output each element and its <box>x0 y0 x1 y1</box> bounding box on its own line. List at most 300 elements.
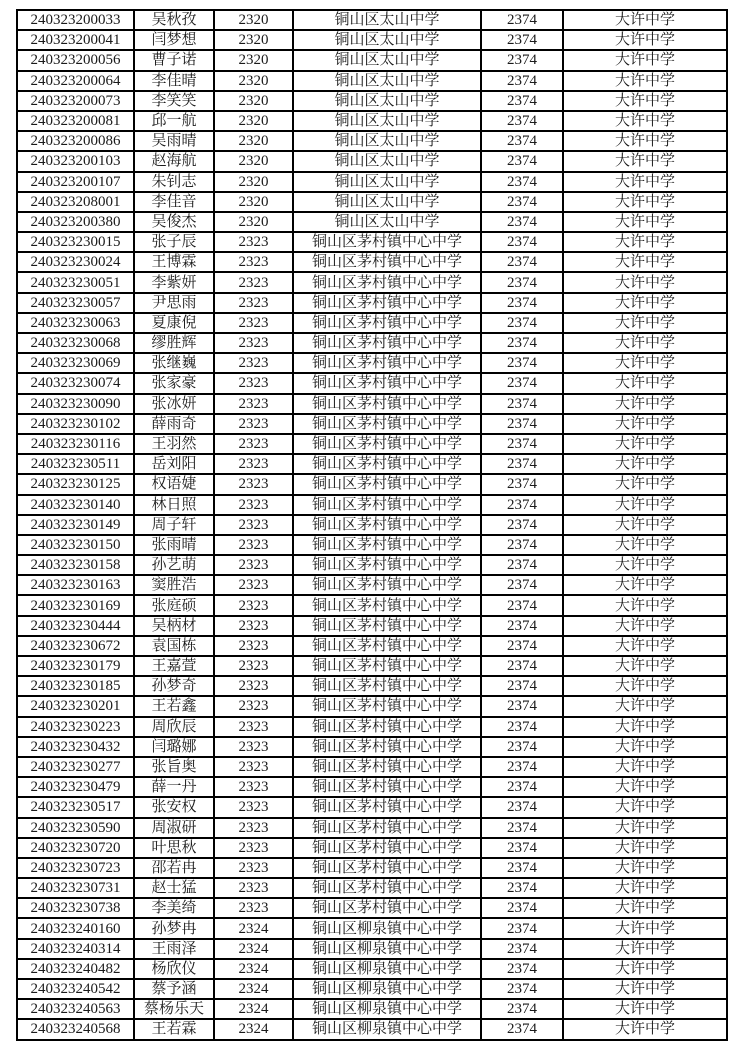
admission-school-cell: 大许中学 <box>563 71 727 91</box>
admission-code-cell: 2374 <box>481 939 563 959</box>
student-name-cell: 张家豪 <box>134 373 214 393</box>
school-name-cell: 铜山区茅村镇中心中学 <box>293 293 481 313</box>
admission-code-cell: 2374 <box>481 878 563 898</box>
exam-number-cell: 240323200056 <box>17 50 134 70</box>
table-row <box>17 535 727 555</box>
admission-school-cell: 大许中学 <box>563 959 727 979</box>
admission-code-cell: 2374 <box>481 1019 563 1039</box>
school-name-cell: 铜山区茅村镇中心中学 <box>293 797 481 817</box>
table-row <box>17 878 727 898</box>
school-name-cell: 铜山区柳泉镇中心中学 <box>293 999 481 1019</box>
admission-school-cell: 大许中学 <box>563 293 727 313</box>
school-code-cell: 2320 <box>214 212 293 232</box>
school-name-cell: 铜山区太山中学 <box>293 10 481 30</box>
school-code-cell: 2323 <box>214 313 293 333</box>
school-name-cell: 铜山区茅村镇中心中学 <box>293 717 481 737</box>
exam-number-cell: 240323208001 <box>17 192 134 212</box>
table-row <box>17 30 727 50</box>
student-name-cell: 权语婕 <box>134 474 214 494</box>
admission-code-cell: 2374 <box>481 918 563 938</box>
table-row <box>17 313 727 333</box>
exam-number-cell: 240323230223 <box>17 717 134 737</box>
school-name-cell: 铜山区茅村镇中心中学 <box>293 878 481 898</box>
exam-number-cell: 240323230069 <box>17 353 134 373</box>
exam-number-cell: 240323230672 <box>17 636 134 656</box>
student-name-cell: 赵海航 <box>134 151 214 171</box>
admission-code-cell: 2374 <box>481 838 563 858</box>
admission-code-cell: 2374 <box>481 676 563 696</box>
admission-code-cell: 2374 <box>481 232 563 252</box>
school-code-cell: 2320 <box>214 131 293 151</box>
exam-number-cell: 240323230125 <box>17 474 134 494</box>
student-name-cell: 闫梦想 <box>134 30 214 50</box>
student-name-cell: 曹子诺 <box>134 50 214 70</box>
school-code-cell: 2323 <box>214 515 293 535</box>
table-row <box>17 636 727 656</box>
school-code-cell: 2323 <box>214 535 293 555</box>
school-code-cell: 2323 <box>214 575 293 595</box>
admission-school-cell: 大许中学 <box>563 373 727 393</box>
admission-code-cell: 2374 <box>481 777 563 797</box>
exam-number-cell: 240323240542 <box>17 979 134 999</box>
admission-school-cell: 大许中学 <box>563 131 727 151</box>
student-roster-body <box>17 10 727 1040</box>
table-row <box>17 1019 727 1039</box>
student-name-cell: 蔡予涵 <box>134 979 214 999</box>
admission-code-cell: 2374 <box>481 959 563 979</box>
admission-code-cell: 2374 <box>481 515 563 535</box>
admission-code-cell: 2374 <box>481 30 563 50</box>
school-name-cell: 铜山区太山中学 <box>293 71 481 91</box>
student-name-cell: 张安权 <box>134 797 214 817</box>
admission-school-cell: 大许中学 <box>563 797 727 817</box>
admission-code-cell: 2374 <box>481 818 563 838</box>
exam-number-cell: 240323230140 <box>17 495 134 515</box>
admission-school-cell: 大许中学 <box>563 313 727 333</box>
student-name-cell: 李紫妍 <box>134 272 214 292</box>
school-name-cell: 铜山区茅村镇中心中学 <box>293 595 481 615</box>
table-row <box>17 898 727 918</box>
school-code-cell: 2324 <box>214 999 293 1019</box>
student-name-cell: 孙梦奇 <box>134 676 214 696</box>
student-name-cell: 张雨晴 <box>134 535 214 555</box>
school-name-cell: 铜山区茅村镇中心中学 <box>293 495 481 515</box>
table-row <box>17 797 727 817</box>
student-name-cell: 李笑笑 <box>134 91 214 111</box>
admission-school-cell: 大许中学 <box>563 878 727 898</box>
admission-school-cell: 大许中学 <box>563 656 727 676</box>
exam-number-cell: 240323200086 <box>17 131 134 151</box>
admission-code-cell: 2374 <box>481 394 563 414</box>
school-code-cell: 2323 <box>214 252 293 272</box>
admission-school-cell: 大许中学 <box>563 858 727 878</box>
school-name-cell: 铜山区茅村镇中心中学 <box>293 515 481 535</box>
school-code-cell: 2324 <box>214 959 293 979</box>
exam-number-cell: 240323200380 <box>17 212 134 232</box>
school-code-cell: 2323 <box>214 595 293 615</box>
school-code-cell: 2323 <box>214 333 293 353</box>
student-name-cell: 王若鑫 <box>134 696 214 716</box>
table-row <box>17 838 727 858</box>
student-name-cell: 吴秋孜 <box>134 10 214 30</box>
school-code-cell: 2323 <box>214 454 293 474</box>
table-row <box>17 434 727 454</box>
admission-code-cell: 2374 <box>481 192 563 212</box>
school-name-cell: 铜山区太山中学 <box>293 172 481 192</box>
admission-code-cell: 2374 <box>481 757 563 777</box>
school-code-cell: 2323 <box>214 858 293 878</box>
admission-school-cell: 大许中学 <box>563 595 727 615</box>
admission-code-cell: 2374 <box>481 495 563 515</box>
school-name-cell: 铜山区茅村镇中心中学 <box>293 333 481 353</box>
table-row <box>17 151 727 171</box>
table-row <box>17 757 727 777</box>
school-code-cell: 2323 <box>214 414 293 434</box>
school-code-cell: 2323 <box>214 394 293 414</box>
school-code-cell: 2323 <box>214 373 293 393</box>
table-row <box>17 232 727 252</box>
school-name-cell: 铜山区茅村镇中心中学 <box>293 394 481 414</box>
school-name-cell: 铜山区茅村镇中心中学 <box>293 636 481 656</box>
exam-number-cell: 240323230057 <box>17 293 134 313</box>
school-name-cell: 铜山区太山中学 <box>293 111 481 131</box>
school-code-cell: 2323 <box>214 797 293 817</box>
admission-school-cell: 大许中学 <box>563 172 727 192</box>
admission-code-cell: 2374 <box>481 172 563 192</box>
admission-school-cell: 大许中学 <box>563 717 727 737</box>
student-name-cell: 张继巍 <box>134 353 214 373</box>
admission-school-cell: 大许中学 <box>563 394 727 414</box>
school-code-cell: 2323 <box>214 272 293 292</box>
admission-school-cell: 大许中学 <box>563 737 727 757</box>
table-row <box>17 131 727 151</box>
admission-code-cell: 2374 <box>481 454 563 474</box>
school-code-cell: 2324 <box>214 1019 293 1039</box>
table-row <box>17 373 727 393</box>
admission-school-cell: 大许中学 <box>563 111 727 131</box>
table-row <box>17 91 727 111</box>
admission-code-cell: 2374 <box>481 212 563 232</box>
student-name-cell: 杨欣仪 <box>134 959 214 979</box>
school-code-cell: 2320 <box>214 91 293 111</box>
admission-code-cell: 2374 <box>481 979 563 999</box>
school-code-cell: 2323 <box>214 757 293 777</box>
student-name-cell: 王嘉萱 <box>134 656 214 676</box>
admission-code-cell: 2374 <box>481 595 563 615</box>
school-name-cell: 铜山区茅村镇中心中学 <box>293 272 481 292</box>
student-name-cell: 张冰妍 <box>134 394 214 414</box>
table-row <box>17 50 727 70</box>
exam-number-cell: 240323230024 <box>17 252 134 272</box>
table-row <box>17 717 727 737</box>
admission-school-cell: 大许中学 <box>563 232 727 252</box>
exam-number-cell: 240323230277 <box>17 757 134 777</box>
school-name-cell: 铜山区茅村镇中心中学 <box>293 373 481 393</box>
school-name-cell: 铜山区太山中学 <box>293 30 481 50</box>
table-row <box>17 495 727 515</box>
school-name-cell: 铜山区茅村镇中心中学 <box>293 313 481 333</box>
exam-number-cell: 240323230169 <box>17 595 134 615</box>
school-name-cell: 铜山区茅村镇中心中学 <box>293 777 481 797</box>
table-row <box>17 474 727 494</box>
admission-code-cell: 2374 <box>481 717 563 737</box>
school-name-cell: 铜山区茅村镇中心中学 <box>293 656 481 676</box>
exam-number-cell: 240323230731 <box>17 878 134 898</box>
table-row <box>17 71 727 91</box>
student-name-cell: 夏康倪 <box>134 313 214 333</box>
student-name-cell: 朱钊志 <box>134 172 214 192</box>
school-code-cell: 2320 <box>214 10 293 30</box>
school-name-cell: 铜山区茅村镇中心中学 <box>293 252 481 272</box>
admission-school-cell: 大许中学 <box>563 818 727 838</box>
table-row <box>17 979 727 999</box>
admission-code-cell: 2374 <box>481 293 563 313</box>
table-row <box>17 333 727 353</box>
admission-code-cell: 2374 <box>481 858 563 878</box>
student-name-cell: 孙梦冉 <box>134 918 214 938</box>
admission-school-cell: 大许中学 <box>563 555 727 575</box>
admission-school-cell: 大许中学 <box>563 454 727 474</box>
exam-number-cell: 240323230720 <box>17 838 134 858</box>
school-code-cell: 2323 <box>214 838 293 858</box>
exam-number-cell: 240323200064 <box>17 71 134 91</box>
school-code-cell: 2324 <box>214 939 293 959</box>
table-row <box>17 10 727 30</box>
exam-number-cell: 240323230517 <box>17 797 134 817</box>
table-row <box>17 777 727 797</box>
admission-code-cell: 2374 <box>481 797 563 817</box>
student-name-cell: 周淑研 <box>134 818 214 838</box>
admission-code-cell: 2374 <box>481 999 563 1019</box>
admission-school-cell: 大许中学 <box>563 353 727 373</box>
school-code-cell: 2320 <box>214 111 293 131</box>
school-code-cell: 2323 <box>214 898 293 918</box>
admission-school-cell: 大许中学 <box>563 616 727 636</box>
student-name-cell: 李佳晴 <box>134 71 214 91</box>
school-name-cell: 铜山区太山中学 <box>293 151 481 171</box>
admission-code-cell: 2374 <box>481 373 563 393</box>
exam-number-cell: 240323230479 <box>17 777 134 797</box>
admission-code-cell: 2374 <box>481 414 563 434</box>
student-name-cell: 赵士猛 <box>134 878 214 898</box>
exam-number-cell: 240323230723 <box>17 858 134 878</box>
school-name-cell: 铜山区太山中学 <box>293 212 481 232</box>
school-name-cell: 铜山区柳泉镇中心中学 <box>293 918 481 938</box>
school-code-cell: 2323 <box>214 717 293 737</box>
school-name-cell: 铜山区茅村镇中心中学 <box>293 434 481 454</box>
exam-number-cell: 240323240568 <box>17 1019 134 1039</box>
exam-number-cell: 240323200073 <box>17 91 134 111</box>
school-name-cell: 铜山区茅村镇中心中学 <box>293 818 481 838</box>
school-code-cell: 2323 <box>214 353 293 373</box>
exam-number-cell: 240323230063 <box>17 313 134 333</box>
admission-code-cell: 2374 <box>481 636 563 656</box>
school-code-cell: 2323 <box>214 293 293 313</box>
admission-code-cell: 2374 <box>481 272 563 292</box>
table-row <box>17 676 727 696</box>
table-row <box>17 575 727 595</box>
exam-number-cell: 240323230163 <box>17 575 134 595</box>
exam-number-cell: 240323240160 <box>17 918 134 938</box>
admission-school-cell: 大许中学 <box>563 636 727 656</box>
exam-number-cell: 240323230738 <box>17 898 134 918</box>
school-name-cell: 铜山区茅村镇中心中学 <box>293 232 481 252</box>
student-name-cell: 王雨泽 <box>134 939 214 959</box>
school-code-cell: 2323 <box>214 737 293 757</box>
school-code-cell: 2323 <box>214 434 293 454</box>
admission-school-cell: 大许中学 <box>563 676 727 696</box>
table-row <box>17 555 727 575</box>
table-row <box>17 272 727 292</box>
school-name-cell: 铜山区茅村镇中心中学 <box>293 616 481 636</box>
school-name-cell: 铜山区太山中学 <box>293 131 481 151</box>
student-name-cell: 吴柄材 <box>134 616 214 636</box>
school-name-cell: 铜山区茅村镇中心中学 <box>293 555 481 575</box>
school-name-cell: 铜山区茅村镇中心中学 <box>293 454 481 474</box>
exam-number-cell: 240323230149 <box>17 515 134 535</box>
school-name-cell: 铜山区茅村镇中心中学 <box>293 696 481 716</box>
admission-school-cell: 大许中学 <box>563 10 727 30</box>
student-name-cell: 薛雨奇 <box>134 414 214 434</box>
admission-school-cell: 大许中学 <box>563 1019 727 1039</box>
student-name-cell: 叶思秋 <box>134 838 214 858</box>
admission-code-cell: 2374 <box>481 616 563 636</box>
student-name-cell: 邵若冉 <box>134 858 214 878</box>
table-row <box>17 212 727 232</box>
admission-school-cell: 大许中学 <box>563 30 727 50</box>
student-name-cell: 邱一航 <box>134 111 214 131</box>
table-row <box>17 616 727 636</box>
school-name-cell: 铜山区柳泉镇中心中学 <box>293 939 481 959</box>
student-roster-table <box>16 9 728 1041</box>
exam-number-cell: 240323240482 <box>17 959 134 979</box>
admission-school-cell: 大许中学 <box>563 939 727 959</box>
student-name-cell: 薛一丹 <box>134 777 214 797</box>
table-row <box>17 252 727 272</box>
exam-number-cell: 240323240563 <box>17 999 134 1019</box>
student-name-cell: 尹思雨 <box>134 293 214 313</box>
school-name-cell: 铜山区茅村镇中心中学 <box>293 757 481 777</box>
student-name-cell: 林日照 <box>134 495 214 515</box>
table-row <box>17 454 727 474</box>
admission-school-cell: 大许中学 <box>563 333 727 353</box>
school-name-cell: 铜山区茅村镇中心中学 <box>293 575 481 595</box>
student-name-cell: 吴俊杰 <box>134 212 214 232</box>
admission-school-cell: 大许中学 <box>563 757 727 777</box>
table-row <box>17 192 727 212</box>
table-row <box>17 293 727 313</box>
table-row <box>17 353 727 373</box>
table-row <box>17 696 727 716</box>
school-name-cell: 铜山区太山中学 <box>293 91 481 111</box>
school-name-cell: 铜山区茅村镇中心中学 <box>293 414 481 434</box>
exam-number-cell: 240323230074 <box>17 373 134 393</box>
exam-number-cell: 240323200107 <box>17 172 134 192</box>
school-code-cell: 2320 <box>214 172 293 192</box>
table-row <box>17 939 727 959</box>
school-code-cell: 2323 <box>214 676 293 696</box>
student-name-cell: 缪胜辉 <box>134 333 214 353</box>
student-name-cell: 李佳音 <box>134 192 214 212</box>
exam-number-cell: 240323240314 <box>17 939 134 959</box>
school-code-cell: 2320 <box>214 30 293 50</box>
school-code-cell: 2320 <box>214 151 293 171</box>
admission-school-cell: 大许中学 <box>563 918 727 938</box>
admission-school-cell: 大许中学 <box>563 252 727 272</box>
exam-number-cell: 240323230590 <box>17 818 134 838</box>
admission-school-cell: 大许中学 <box>563 495 727 515</box>
admission-school-cell: 大许中学 <box>563 838 727 858</box>
table-row <box>17 394 727 414</box>
admission-school-cell: 大许中学 <box>563 575 727 595</box>
school-name-cell: 铜山区茅村镇中心中学 <box>293 737 481 757</box>
school-code-cell: 2320 <box>214 71 293 91</box>
school-name-cell: 铜山区茅村镇中心中学 <box>293 676 481 696</box>
exam-number-cell: 240323230185 <box>17 676 134 696</box>
table-row <box>17 818 727 838</box>
admission-school-cell: 大许中学 <box>563 151 727 171</box>
admission-school-cell: 大许中学 <box>563 50 727 70</box>
admission-code-cell: 2374 <box>481 353 563 373</box>
school-name-cell: 铜山区柳泉镇中心中学 <box>293 979 481 999</box>
admission-code-cell: 2374 <box>481 71 563 91</box>
admission-code-cell: 2374 <box>481 91 563 111</box>
school-code-cell: 2323 <box>214 696 293 716</box>
student-name-cell: 窦胜浩 <box>134 575 214 595</box>
student-name-cell: 张子辰 <box>134 232 214 252</box>
school-code-cell: 2323 <box>214 818 293 838</box>
admission-school-cell: 大许中学 <box>563 515 727 535</box>
student-name-cell: 张庭硕 <box>134 595 214 615</box>
school-name-cell: 铜山区茅村镇中心中学 <box>293 535 481 555</box>
admission-code-cell: 2374 <box>481 696 563 716</box>
school-code-cell: 2324 <box>214 979 293 999</box>
admission-school-cell: 大许中学 <box>563 777 727 797</box>
exam-number-cell: 240323230201 <box>17 696 134 716</box>
student-name-cell: 闫璐娜 <box>134 737 214 757</box>
exam-number-cell: 240323200081 <box>17 111 134 131</box>
school-code-cell: 2323 <box>214 878 293 898</box>
school-name-cell: 铜山区茅村镇中心中学 <box>293 838 481 858</box>
admission-code-cell: 2374 <box>481 555 563 575</box>
admission-school-cell: 大许中学 <box>563 999 727 1019</box>
exam-number-cell: 240323230090 <box>17 394 134 414</box>
student-name-cell: 吴雨晴 <box>134 131 214 151</box>
school-code-cell: 2323 <box>214 232 293 252</box>
admission-code-cell: 2374 <box>481 474 563 494</box>
school-name-cell: 铜山区太山中学 <box>293 192 481 212</box>
school-code-cell: 2323 <box>214 555 293 575</box>
student-name-cell: 李美绮 <box>134 898 214 918</box>
student-name-cell: 蔡杨乐天 <box>134 999 214 1019</box>
exam-number-cell: 240323230068 <box>17 333 134 353</box>
admission-school-cell: 大许中学 <box>563 192 727 212</box>
admission-code-cell: 2374 <box>481 111 563 131</box>
admission-code-cell: 2374 <box>481 535 563 555</box>
school-code-cell: 2320 <box>214 192 293 212</box>
table-row <box>17 172 727 192</box>
table-row <box>17 737 727 757</box>
table-row <box>17 999 727 1019</box>
exam-number-cell: 240323230051 <box>17 272 134 292</box>
exam-number-cell: 240323200033 <box>17 10 134 30</box>
exam-number-cell: 240323230158 <box>17 555 134 575</box>
admission-code-cell: 2374 <box>481 252 563 272</box>
school-name-cell: 铜山区太山中学 <box>293 50 481 70</box>
table-row <box>17 111 727 131</box>
exam-number-cell: 240323230432 <box>17 737 134 757</box>
table-row <box>17 414 727 434</box>
